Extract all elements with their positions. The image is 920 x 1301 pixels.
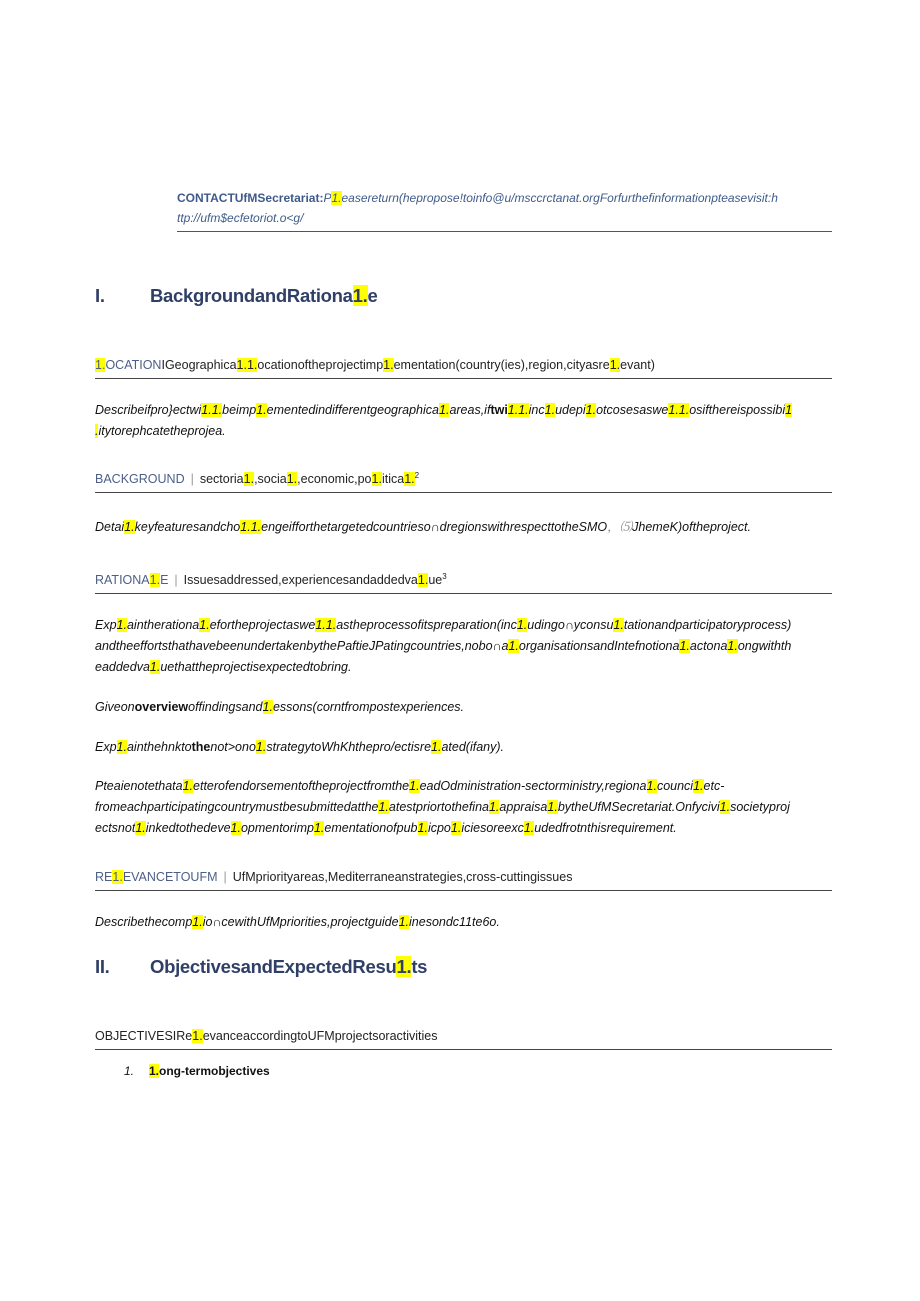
list-item: 1. 1.ong-termobjectives bbox=[124, 1064, 270, 1078]
rationale-paragraph-1: Exp1.aintherationa1.efortheprojectaswe1.1.astheprocessofitspreparation(inc1.udingo∩yconsu1.tationandparticipatoryprocess) andtheeffortsthathavebeenundertakenbythePaftieJPatingcountries,nobo∩a1.organisationsandIntefnotiona1.actona1.ongwithth eaddedva1.uethattheprojectisexpectedtobring. bbox=[95, 618, 792, 674]
location-section-header: 1.OCATIONIGeographica1.1.ocationoftheprojectimp1.ementation(country(ies),region,cityasre1.evant) bbox=[95, 358, 832, 379]
contact-line-2: ttp://ufm$ecfetoriot.o<g/ bbox=[177, 211, 304, 225]
background-paragraph: Detai1.keyfeaturesandcho1.1.engeifforthetargetedcountrieso∩dregionswithrespecttotheSMO，⑸JhemeK)oftheproject. bbox=[95, 520, 751, 534]
relevance-paragraph: Describethecomp1.io∩cewithUfMpriorities,projectguide1.inesondc11te6o. bbox=[95, 915, 500, 929]
location-paragraph: Describeifpro}ectwi1.1.beimp1.ementedindifferentgeographica1.areas,iftwi1.1.inc1.udepi1.otcosesaswe1.1.osifthereispossibi1 .itytorephcatetheprojea. bbox=[95, 403, 793, 438]
contact-line-1: CONTACTUfMSecretariat:P1.easereturn(hepropose!toinfo@u/msccrctanat.orgForfurthefinformationpteasevisit:h bbox=[177, 191, 778, 205]
relevance-section-header: RE1.EVANCETOUFM | UfMpriorityareas,Mediterraneanstrategies,cross-cuttingissues bbox=[95, 870, 832, 891]
background-section-header: BACKGROUND | sectoria1.,socia1.,economic,po1.itica1.$^2$ bbox=[95, 471, 832, 493]
rationale-paragraph-4: Pteaienotethata1.etterofendorsementoftheprojectfromthe1.eadOdministration-sectorministry,regiona1.counci1.etc- fromeachparticipatingcountrymustbesubmittedatthe1.atestpriortothefina1.appraisa1.bytheUfMSecretariat.Onfycivi1.societyproj ectsnot1.inkedtothedeve1.opmentorimp1.ementationofpub1.icpo1.iciesoreexc1.udedfrotnthisrequirement. bbox=[95, 779, 790, 835]
section-heading-2: II. ObjectivesandExpectedResu1.ts bbox=[95, 956, 428, 977]
rationale-section-header: RATIONA1.E | $Issuesaddressed,experiencesandaddedva1.ue^3$ bbox=[95, 572, 832, 594]
objectives-section-header: OBJECTIVESIRe1.evanceaccordingtoUFMprojectsoractivities bbox=[95, 1029, 832, 1050]
contact-note bbox=[177, 188, 832, 232]
rationale-paragraph-2: Giveonoverviewoffindingsand1.essons(corntfrompostexperiences. bbox=[95, 700, 464, 714]
section-heading-1: I. BackgroundandRationa1.e bbox=[95, 285, 378, 306]
rationale-paragraph-3: Exp1.ainthehnktothenot>ono1.strategytoWhKhthepro/ectisre1.ated(ifany). bbox=[95, 740, 504, 754]
